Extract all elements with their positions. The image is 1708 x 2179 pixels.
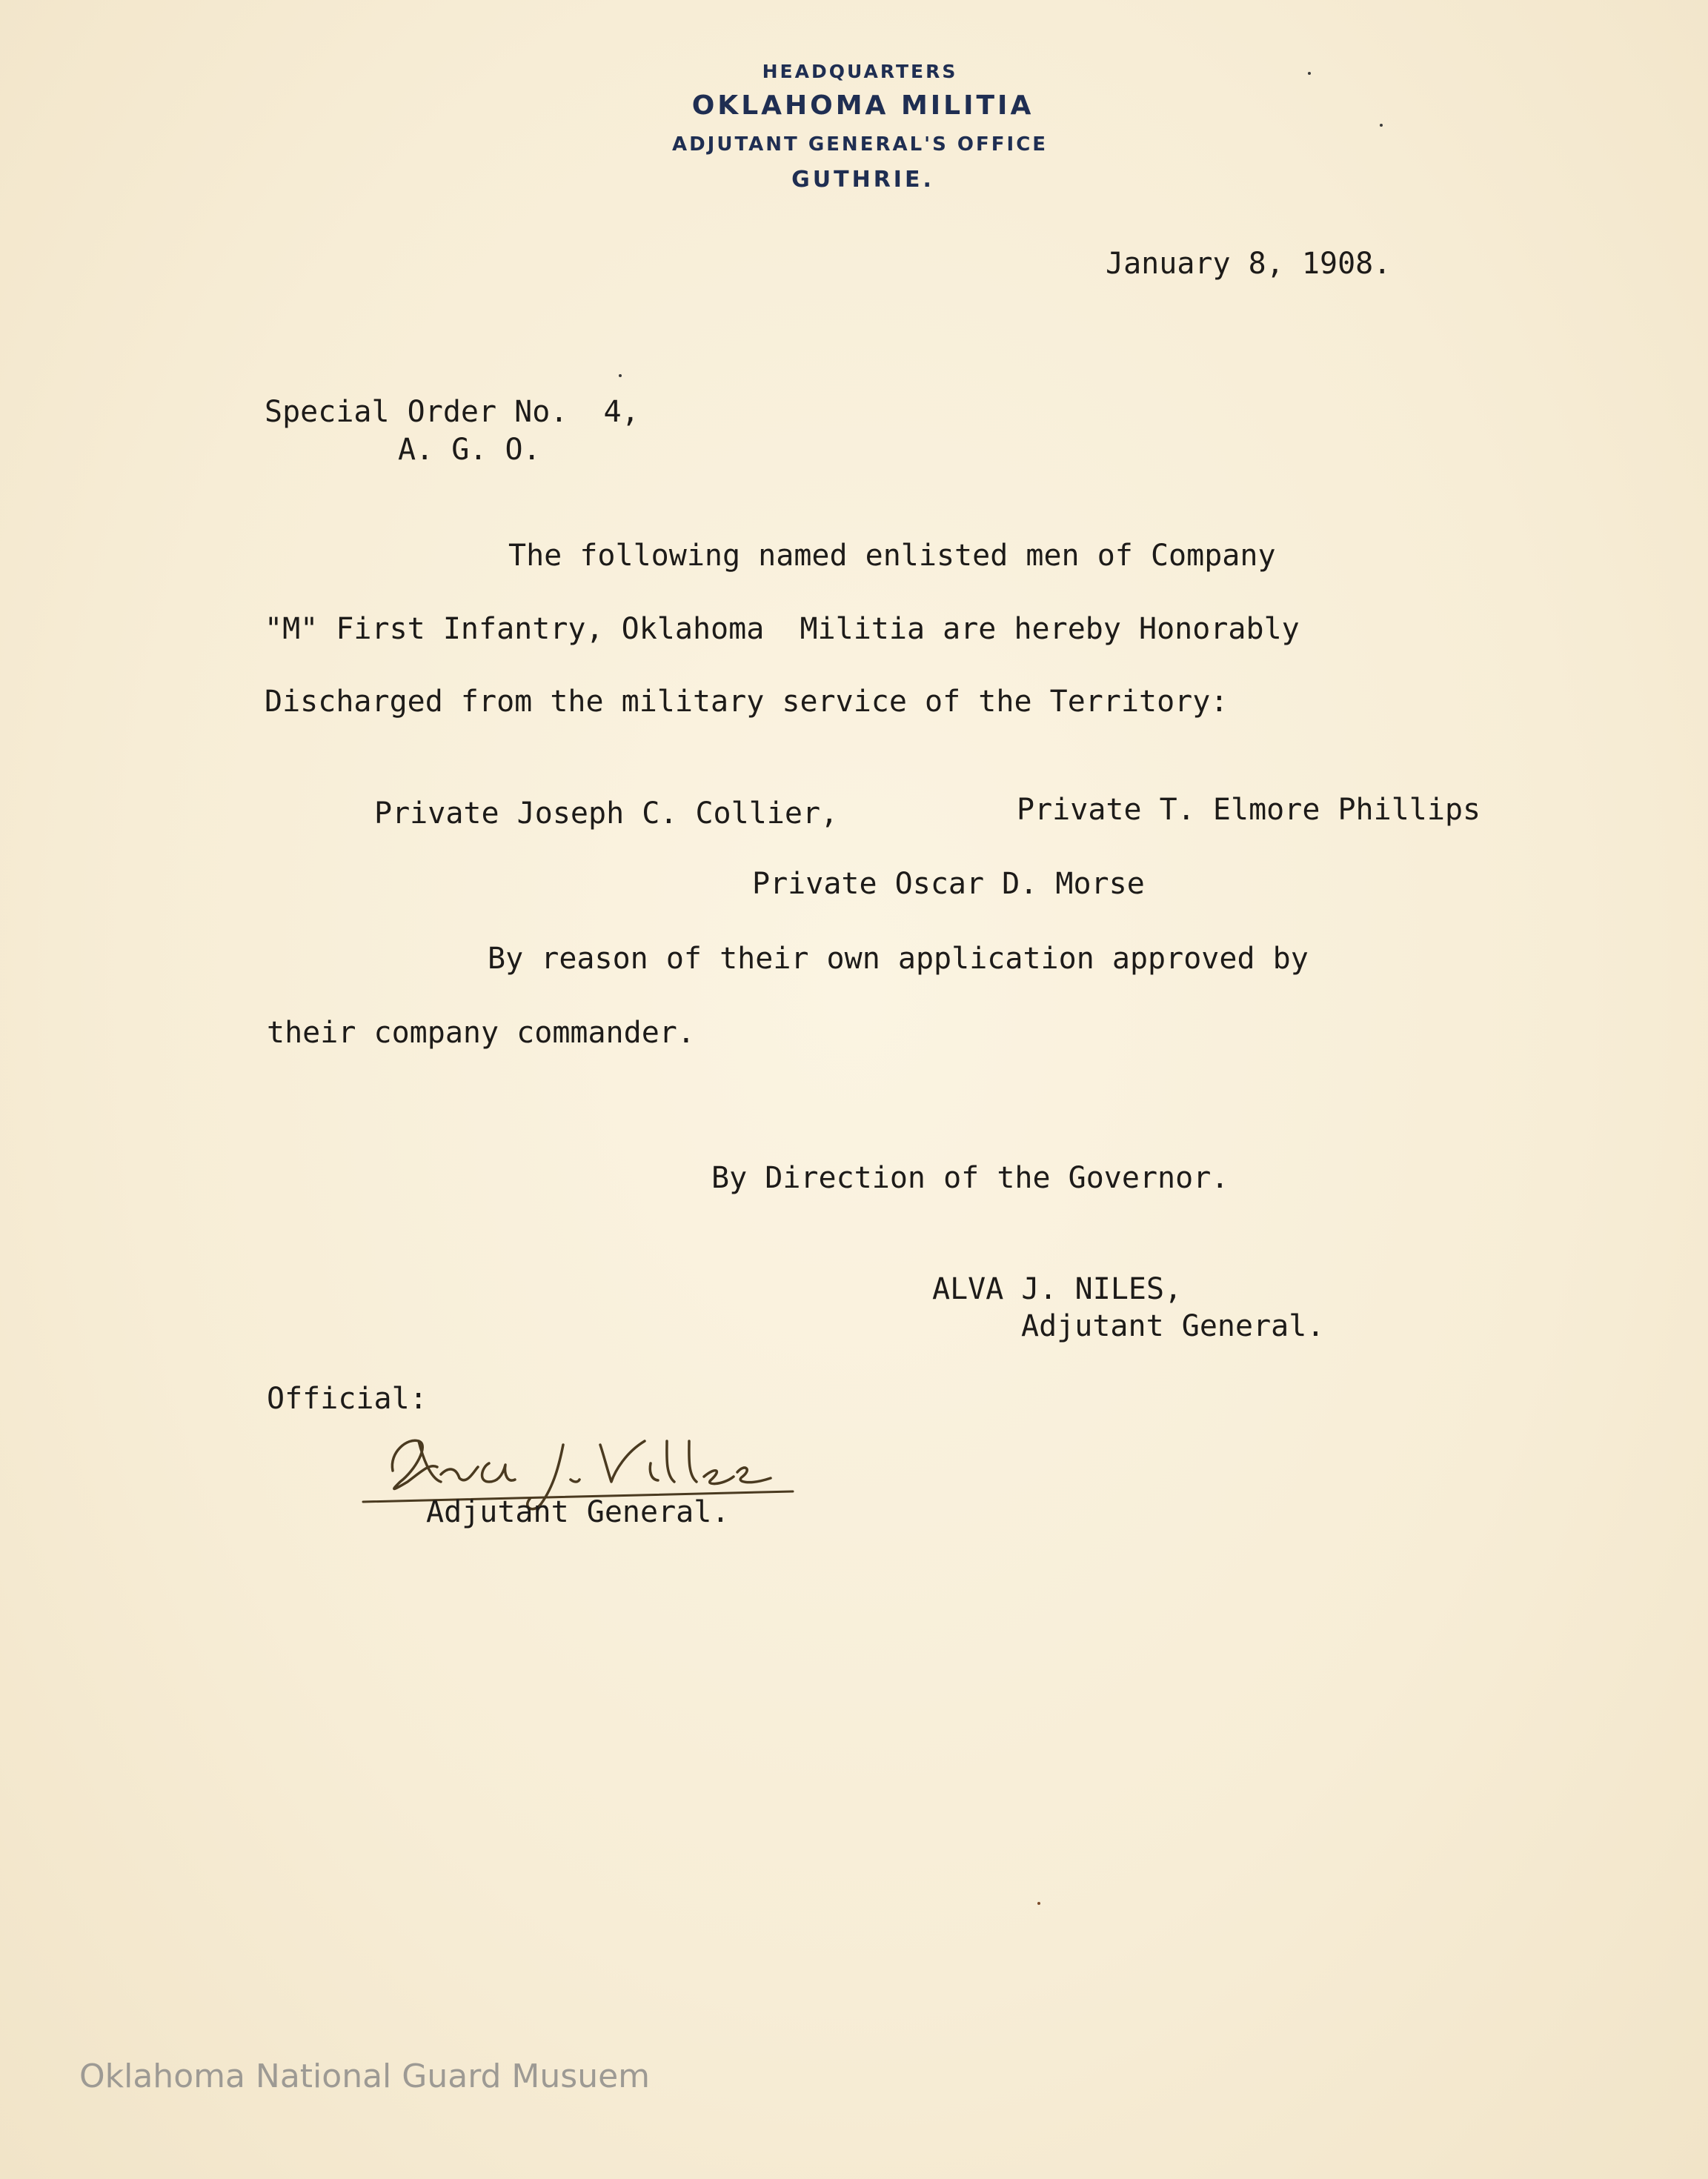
signatory-name: ALVA J. NILES, (932, 1272, 1183, 1306)
official-label: Official: (267, 1382, 428, 1416)
reason-line: their company commander. (267, 1016, 695, 1050)
signatory-title: Adjutant General. (1021, 1309, 1325, 1343)
letterhead-organization: OKLAHOMA MILITIA (691, 90, 1034, 121)
official-title: Adjutant General. (426, 1495, 730, 1529)
discharged-name: Private Joseph C. Collier, (374, 796, 839, 831)
special-order-number: Special Order No. 4, (265, 395, 639, 429)
museum-watermark: Oklahoma National Guard Musuem (79, 2057, 651, 2095)
paper-speck (1308, 72, 1311, 75)
body-line: The following named enlisted men of Company (508, 539, 1276, 573)
paper-speck (1037, 1902, 1040, 1905)
reason-line: By reason of their own application approved by (488, 942, 1309, 976)
paper-speck (619, 374, 622, 377)
letterhead-headquarters: HEADQUARTERS (762, 61, 958, 82)
body-line: Discharged from the military service of the Territory: (265, 685, 1229, 719)
discharged-name: Private Oscar D. Morse (752, 867, 1145, 901)
letterhead-office: ADJUTANT GENERAL'S OFFICE (671, 133, 1049, 156)
paper-speck (1380, 124, 1383, 127)
body-line: "M" First Infantry, Oklahoma Militia are hereby Honorably (265, 612, 1300, 646)
discharged-name: Private T. Elmore Phillips (1017, 793, 1481, 827)
direction-line: By Direction of the Governor. (711, 1161, 1229, 1195)
letterhead-city: GUTHRIE. (791, 167, 934, 193)
letter-date: January 8, 1908. (1106, 247, 1392, 281)
special-order-office: A. G. O. (398, 433, 541, 467)
